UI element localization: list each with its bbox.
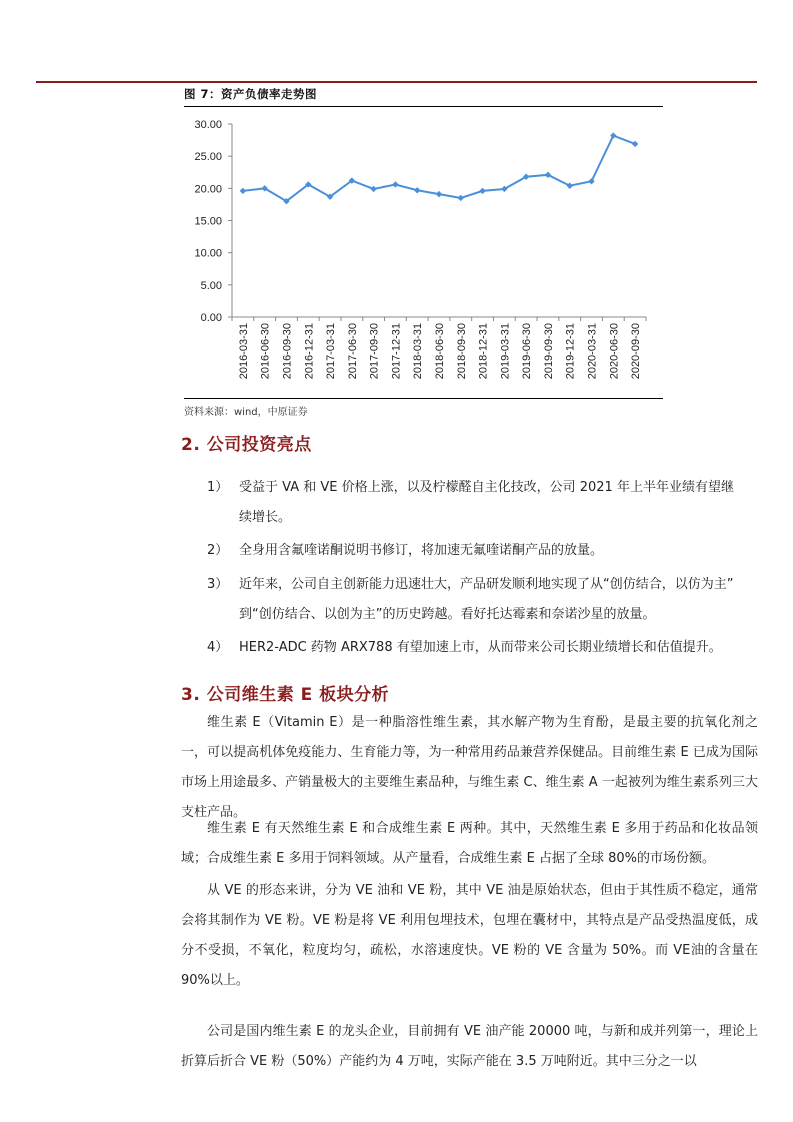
paragraph-line: 公司是国内维生素 E 的龙头企业，目前拥有 VE 油产能 20000 吨，与新和成并列第一，理: [207, 1024, 732, 1039]
list-item-number: 4）: [207, 640, 229, 655]
list-item-line: 近年来，公司自主创新能力迅速壮大，产品研发顺利地实现了从“创仿结合，以仿为主”: [239, 577, 734, 592]
y-axis: [194, 119, 232, 324]
data-point: [479, 188, 485, 194]
list-item: [207, 536, 762, 566]
paragraph: [181, 1017, 758, 1077]
paragraph-line: 维生素 E 有天然维生素 E 和合成维生素 E 两种。其中，天然维生素 E 多用于药品和化妆: [207, 821, 732, 836]
paragraph: [181, 814, 758, 874]
x-tick-label: 2019-03-31: [499, 323, 512, 380]
y-tick-label: 25.00: [194, 151, 222, 164]
x-tick-label: 2019-09-30: [542, 323, 555, 380]
figure-top-rule: [184, 106, 663, 107]
data-point: [458, 195, 464, 201]
x-tick-label: 2017-09-30: [368, 323, 381, 380]
section-heading-vitamin-e: 3. 公司维生素 E 板块分析: [181, 685, 390, 705]
figure-caption: 图 7：资产负债率走势图: [184, 87, 318, 101]
list-item-number: 2）: [207, 543, 229, 558]
list-item: [207, 570, 762, 630]
paragraph-line: 成为国际市场上用途最多、产销量极大的主要维生素品种，与维生素 C、维生素 A 一起被列为: [181, 745, 758, 790]
x-tick-label: 2016-09-30: [281, 323, 294, 380]
data-point: [436, 191, 442, 197]
y-tick-label: 10.00: [194, 247, 222, 260]
x-tick-label: 2020-03-31: [586, 323, 599, 380]
list-item-line: 到“创仿结合、以创为主”的历史跨越。看好托达霉素和奈诺沙星的放量。: [239, 607, 656, 622]
data-point: [632, 141, 638, 147]
figure-source: 资料来源：wind，中原证券: [184, 407, 308, 418]
x-tick-label: 2020-09-30: [630, 323, 643, 380]
data-point: [610, 132, 616, 138]
debt-ratio-chart: [184, 108, 663, 398]
x-tick-label: 2020-06-30: [608, 323, 621, 380]
section-heading-investment-highlights: 2. 公司投资亮点: [181, 435, 312, 455]
y-tick-label: 20.00: [194, 183, 222, 196]
paragraph: [181, 708, 758, 828]
x-tick-label: 2019-06-30: [521, 323, 534, 380]
list-item-number: 3）: [207, 577, 229, 592]
paragraph-line: 油的含量在 90%以上。: [181, 943, 758, 988]
x-tick-label: 2018-06-30: [434, 323, 446, 380]
x-tick-label: 2018-03-31: [412, 323, 425, 380]
x-tick-label: 2016-03-31: [237, 323, 250, 380]
paragraph-line: 度低，成分不受损，不氧化，粒度均匀，疏松，水溶速度快。VE 粉的 VE 含量为 50%。而 VE: [181, 913, 758, 958]
chart-series: [240, 132, 639, 204]
paragraph-line: 通常会将其制作为 VE 粉。VE 粉是将 VE 利用包埋技术，包埋在囊材中，其特点是产品受热温: [181, 883, 758, 928]
x-tick-label: 2018-09-30: [455, 323, 468, 380]
x-tick-label: 2016-06-30: [259, 323, 272, 380]
figure-bottom-rule: [184, 398, 663, 399]
data-point: [240, 188, 246, 194]
paragraph-line: 维生素系列三大支柱产品。: [181, 775, 758, 820]
paragraph-line: 品领域；合成维生素 E 多用于饲料领域。从产量看，合成维生素 E 占据了全球 80%的市场份额。: [181, 821, 758, 866]
y-tick-label: 15.00: [194, 215, 222, 228]
paragraph-line: 之一，可以提高机体免疫能力、生育能力等，为一种常用药品兼营养保健品。目前维生素 E 已: [181, 715, 758, 760]
header-rule: [36, 81, 757, 83]
paragraph-line: 从 VE 的形态来讲，分为 VE 油和 VE 粉，其中 VE 油是原始状态，但由于其性质不稳定，: [207, 883, 732, 898]
list-item: [207, 633, 762, 663]
paragraph-line: 维生素 E（Vitamin E）是一种脂溶性维生素，其水解产物为生育酚，是最主要的抗氧化剂: [207, 715, 745, 730]
x-tick-label: 2018-12-31: [477, 323, 490, 380]
x-tick-label: 2017-06-30: [346, 323, 359, 380]
list-item-line: HER2-ADC 药物 ARX788 有望加速上市，从而带来公司长期业绩增长和估值提升。: [239, 640, 722, 655]
list-item-number: 1）: [207, 480, 229, 495]
list-item: [207, 473, 762, 533]
y-tick-label: 0.00: [200, 312, 222, 324]
x-tick-label: 2017-12-31: [390, 323, 403, 380]
list-item-line: 续增长。: [239, 510, 292, 525]
x-tick-label: 2017-03-31: [325, 323, 338, 380]
x-tick-label: 2019-12-31: [564, 323, 577, 380]
data-point: [414, 187, 420, 193]
x-axis: [232, 317, 646, 379]
data-point: [588, 178, 594, 184]
y-tick-label: 30.00: [194, 119, 222, 131]
data-point: [392, 181, 398, 187]
list-item-line: 受益于 VA 和 VE 价格上涨，以及柠檬醛自主化技改，公司 2021 年上半年业绩有望继: [239, 480, 734, 495]
x-tick-label: 2016-12-31: [303, 323, 316, 380]
paragraph-line: 论上折算后折合 VE 粉（50%）产能约为 4 万吨，实际产能在 3.5 万吨附近。其中三分之一以: [181, 1024, 758, 1069]
data-point: [370, 186, 376, 192]
list-item-line: 全身用含氟喹诺酮说明书修订，将加速无氟喹诺酮产品的放量。: [239, 543, 604, 558]
y-tick-label: 5.00: [200, 279, 222, 292]
paragraph: [181, 876, 758, 996]
